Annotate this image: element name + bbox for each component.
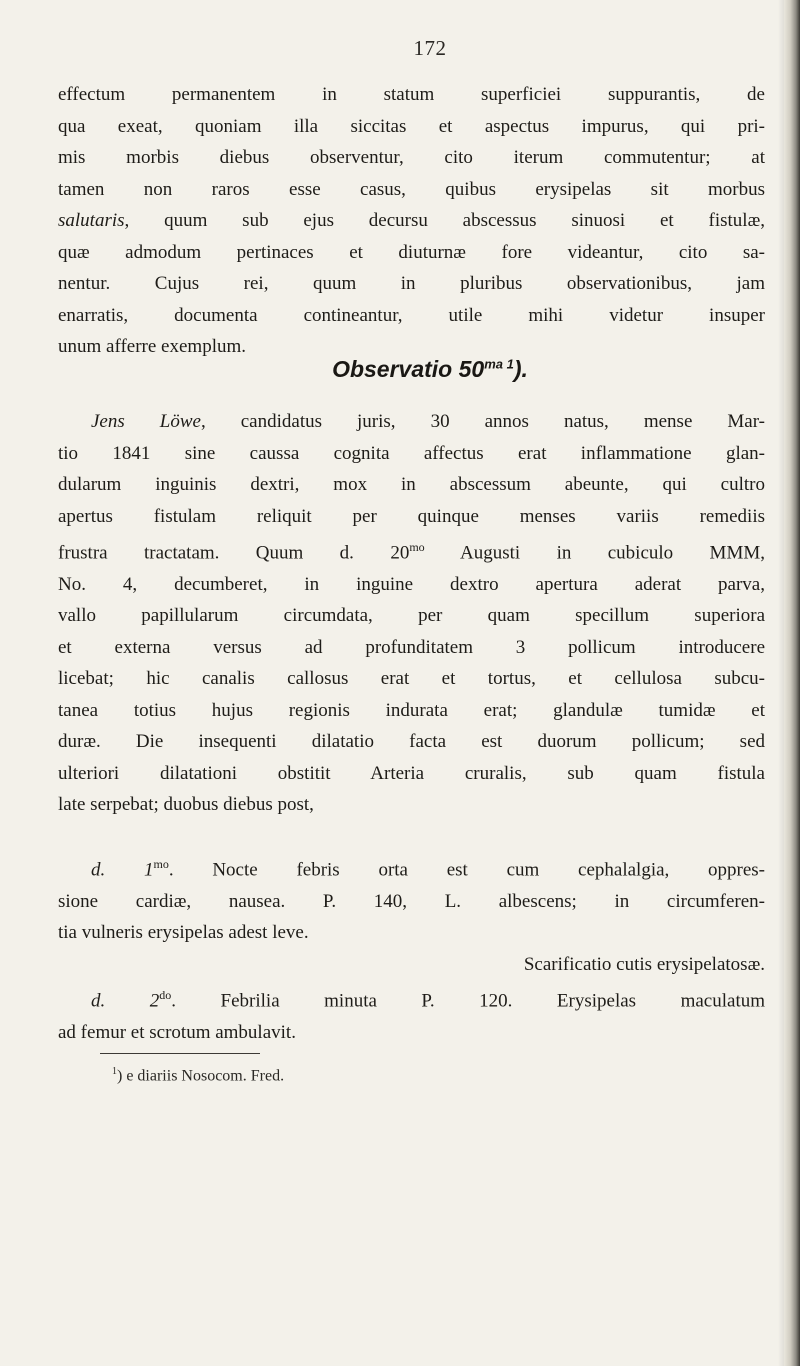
page-edge: [784, 0, 800, 1366]
superscript: mo: [153, 857, 169, 871]
footnote-marker: 1: [112, 1066, 117, 1077]
italic-text: Jens Löwe: [91, 411, 201, 432]
day-2-line-1: d. $2^{do}$. Febrilia minuta P. 120. Erysipelas maculatum: [91, 988, 765, 1012]
text-line: licebat; hic canalis callosus erat et tortus, et cellulosa subcu-: [58, 668, 765, 690]
footnote-rule: [100, 1053, 260, 1054]
text-line: dularum inguinis dextri, mox in abscessum abeunte, qui cultro: [58, 474, 765, 495]
daily-notes: [58, 849, 765, 1049]
text-line: et externa versus ad profunditatem 3 pollicum introducere: [58, 636, 765, 658]
text-line: vallo papillularum circumdata, per quam specillum superiora: [58, 605, 765, 627]
text-line: mis morbis diebus observentur, cito iterum commutentur; at: [58, 147, 765, 168]
text-line: tio 1841 sine caussa cognita affectus erat inflammatione glan-: [58, 442, 765, 464]
text-line: tamen non raros esse casus, quibus erysipelas sit morbus: [58, 178, 765, 200]
page-number: 172: [413, 36, 447, 60]
text-line: enarratis, documenta contineantur, utile mihi videtur insuper: [58, 304, 765, 326]
italic-text: salutaris: [58, 210, 125, 231]
paragraph-1: [58, 79, 765, 363]
day-1-treatment: Scarificatio cutis erysipelatosæ.: [523, 953, 765, 975]
observation-heading: [0, 356, 800, 383]
heading-text: Observatio 50: [332, 356, 485, 382]
text-line: frustra tractatam. Quum d. $20^{mo}$ Augusti in cubiculo MMM,: [58, 540, 765, 564]
text-line: No. 4, decumberet, in inguine dextro apertura aderat parva,: [58, 573, 765, 595]
text-line: salutaris, quum sub ejus decursu abscessus sinuosi et fistulæ,: [58, 210, 765, 231]
day-1-line-1: d. $1^{mo}$. Nocte febris orta est cum cephalalgia, oppres-: [91, 857, 766, 881]
superscript: do: [159, 988, 172, 1003]
day-1-line-2: sione cardiæ, nausea. P. 140, L. albescens; in circumferen-: [58, 890, 765, 912]
text-line: nentur. Cujus rei, quum in pluribus observationibus, jam: [58, 273, 765, 294]
page-edge-shadow: [778, 0, 784, 1366]
paragraph-2: [58, 406, 765, 821]
text-line: quæ admodum pertinaces et diuturnæ fore videantur, cito sa-: [58, 241, 765, 263]
italic-text: d. 1: [91, 859, 154, 881]
text-line: duræ. Die insequenti dilatatio facta est duorum pollicum; sed: [58, 731, 765, 753]
text-line: apertus fistulam reliquit per quinque menses variis remediis: [58, 505, 765, 527]
text-line: late serpebat; duobus diebus post,: [58, 794, 314, 816]
text-line: ulteriori dilatationi obstitit Arteria cruralis, sub quam fistula: [58, 762, 765, 784]
day-2-line-2: ad femur et scrotum ambulavit.: [58, 1022, 296, 1044]
footnote-text: ) e diariis Nosocom. Fred.: [117, 1067, 285, 1085]
text-line: effectum permanentem in statum superficiei suppurantis, de: [58, 84, 765, 105]
italic-text: d. 2: [91, 990, 160, 1012]
text-line: qua exeat, quoniam illa siccitas et aspectus impurus, qui pri-: [58, 115, 765, 137]
heading-superscript: ma 1: [484, 356, 514, 372]
heading-tail: ).: [513, 356, 528, 382]
footnote: [112, 1066, 284, 1085]
day-1-line-3: tia vulneris erysipelas adest leve.: [58, 922, 309, 944]
superscript: mo: [409, 540, 425, 554]
text-line: tanea totius hujus regionis indurata erat; glandulæ tumidæ et: [58, 699, 765, 721]
text-line: unum afferre exemplum.: [58, 336, 246, 357]
text-line: Jens Löwe, candidatus juris, 30 annos natus, mense Mar-: [91, 411, 765, 432]
